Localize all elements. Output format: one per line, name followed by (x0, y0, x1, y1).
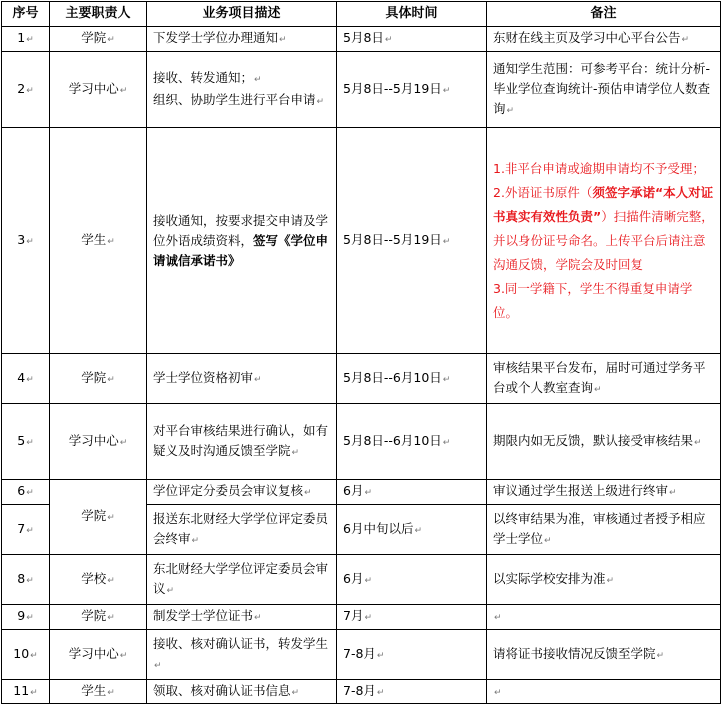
cell-time: 6月↵ (337, 480, 487, 505)
cell-desc: 接收、转发通知；↵ 组织、协助学生进行平台申请↵ (147, 52, 337, 128)
cell-owner: 学院↵ (50, 27, 147, 52)
table-row (2, 555, 721, 605)
note-item-2: 2.外语证书原件（ (493, 184, 593, 200)
cell-note: 以终审结果为准，审核通过者授予相应学士学位↵ (487, 505, 721, 555)
cell-owner: 学院↵ (50, 480, 147, 555)
cell-note: 通知学生范围：可参考平台：统计分析-毕业学位查询统计-预估申请学位人数查询↵ (487, 52, 721, 128)
cell-desc: 领取、核对确认证书信息↵ (147, 680, 337, 704)
cell-seq: 8↵ (2, 555, 50, 605)
cell-note: 以实际学校安排为准↵ (487, 555, 721, 605)
header-desc: 业务项目描述 (147, 2, 337, 27)
header-seq: 序号 (2, 2, 50, 27)
cell-desc: 下发学士学位办理通知↵ (147, 27, 337, 52)
header-owner: 主要职责人 (50, 2, 147, 27)
cell-note: 期限内如无反馈，默认接受审核结果↵ (487, 404, 721, 480)
cell-time: 7月↵ (337, 605, 487, 630)
cell-time: 7-8月↵ (337, 630, 487, 680)
cell-owner: 学习中心↵ (50, 52, 147, 128)
cell-desc: 接收通知，按要求提交申请及学位外语成绩资料，签写《学位申请诚信承诺书》 (147, 128, 337, 354)
table-header-row (2, 2, 721, 27)
cell-seq: 3↵ (2, 128, 50, 354)
table-row (2, 404, 721, 480)
cell-owner: 学院↵ (50, 354, 147, 404)
cell-seq: 9↵ (2, 605, 50, 630)
cell-owner: 学生↵ (50, 128, 147, 354)
cell-time: 6月中旬以后↵ (337, 505, 487, 555)
schedule-table (1, 1, 721, 704)
note-item-2-bold: 须签字承诺“本人对证书真实有效性负责” (493, 184, 714, 224)
cell-seq: 5↵ (2, 404, 50, 480)
table-row (2, 605, 721, 630)
cell-note: 东财在线主页及学习中心平台公告↵ (487, 27, 721, 52)
cell-note: 请将证书接收情况反馈至学院↵ (487, 630, 721, 680)
cell-note (487, 128, 721, 354)
cell-desc: 接收、核对确认证书，转发学生↵ (147, 630, 337, 680)
cell-time: 5月8日--5月19日↵ (337, 52, 487, 128)
cell-owner: 学生↵ (50, 680, 147, 704)
cell-desc: 制发学士学位证书↵ (147, 605, 337, 630)
cell-seq: 10↵ (2, 630, 50, 680)
table-row (2, 680, 721, 704)
cell-seq: 6↵ (2, 480, 50, 505)
cell-time: 5月8日--5月19日↵ (337, 128, 487, 354)
cell-note: 审核结果平台发布，届时可通过学务平台或个人教室查询↵ (487, 354, 721, 404)
cell-time: 5月8日--6月10日↵ (337, 404, 487, 480)
cell-note: ↵ (487, 605, 721, 630)
cell-seq: 4↵ (2, 354, 50, 404)
cell-desc: 学位评定分委员会审议复核↵ (147, 480, 337, 505)
note-item-2-rest: ）扫描件清晰完整，并以身份证号命名。上传平台后请注意沟通反馈，学院会及时回复 (493, 208, 714, 272)
cell-desc: 报送东北财经大学学位评定委员会终审↵ (147, 505, 337, 555)
cell-seq: 7↵ (2, 505, 50, 555)
cell-owner: 学院↵ (50, 605, 147, 630)
cell-owner: 学校↵ (50, 555, 147, 605)
cell-seq: 11↵ (2, 680, 50, 704)
cell-seq: 2↵ (2, 52, 50, 128)
cell-note: 审议通过学生报送上级进行终审↵ (487, 480, 721, 505)
cell-owner: 学习中心↵ (50, 404, 147, 480)
cell-desc: 对平台审核结果进行确认，如有疑义及时沟通反馈至学院↵ (147, 404, 337, 480)
table-row (2, 480, 721, 505)
table-row (2, 354, 721, 404)
cell-owner: 学习中心↵ (50, 630, 147, 680)
table-row (2, 128, 721, 354)
table-row (2, 52, 721, 128)
header-time: 具体时间 (337, 2, 487, 27)
cell-note: ↵ (487, 680, 721, 704)
header-note: 备注 (487, 2, 721, 27)
cell-desc: 东北财经大学学位评定委员会审议↵ (147, 555, 337, 605)
cell-time: 5月8日--6月10日↵ (337, 354, 487, 404)
table-row (2, 27, 721, 52)
cell-seq: 1↵ (2, 27, 50, 52)
cell-desc: 学士学位资格初审↵ (147, 354, 337, 404)
cell-time: 6月↵ (337, 555, 487, 605)
cell-time: 5月8日↵ (337, 27, 487, 52)
cell-time: 7-8月↵ (337, 680, 487, 704)
table-row (2, 630, 721, 680)
note-item-1: 1.非平台申请或逾期申请均不予受理； (493, 160, 705, 176)
note-item-3: 3.同一学籍下，学生不得重复申请学位。 (493, 280, 693, 320)
